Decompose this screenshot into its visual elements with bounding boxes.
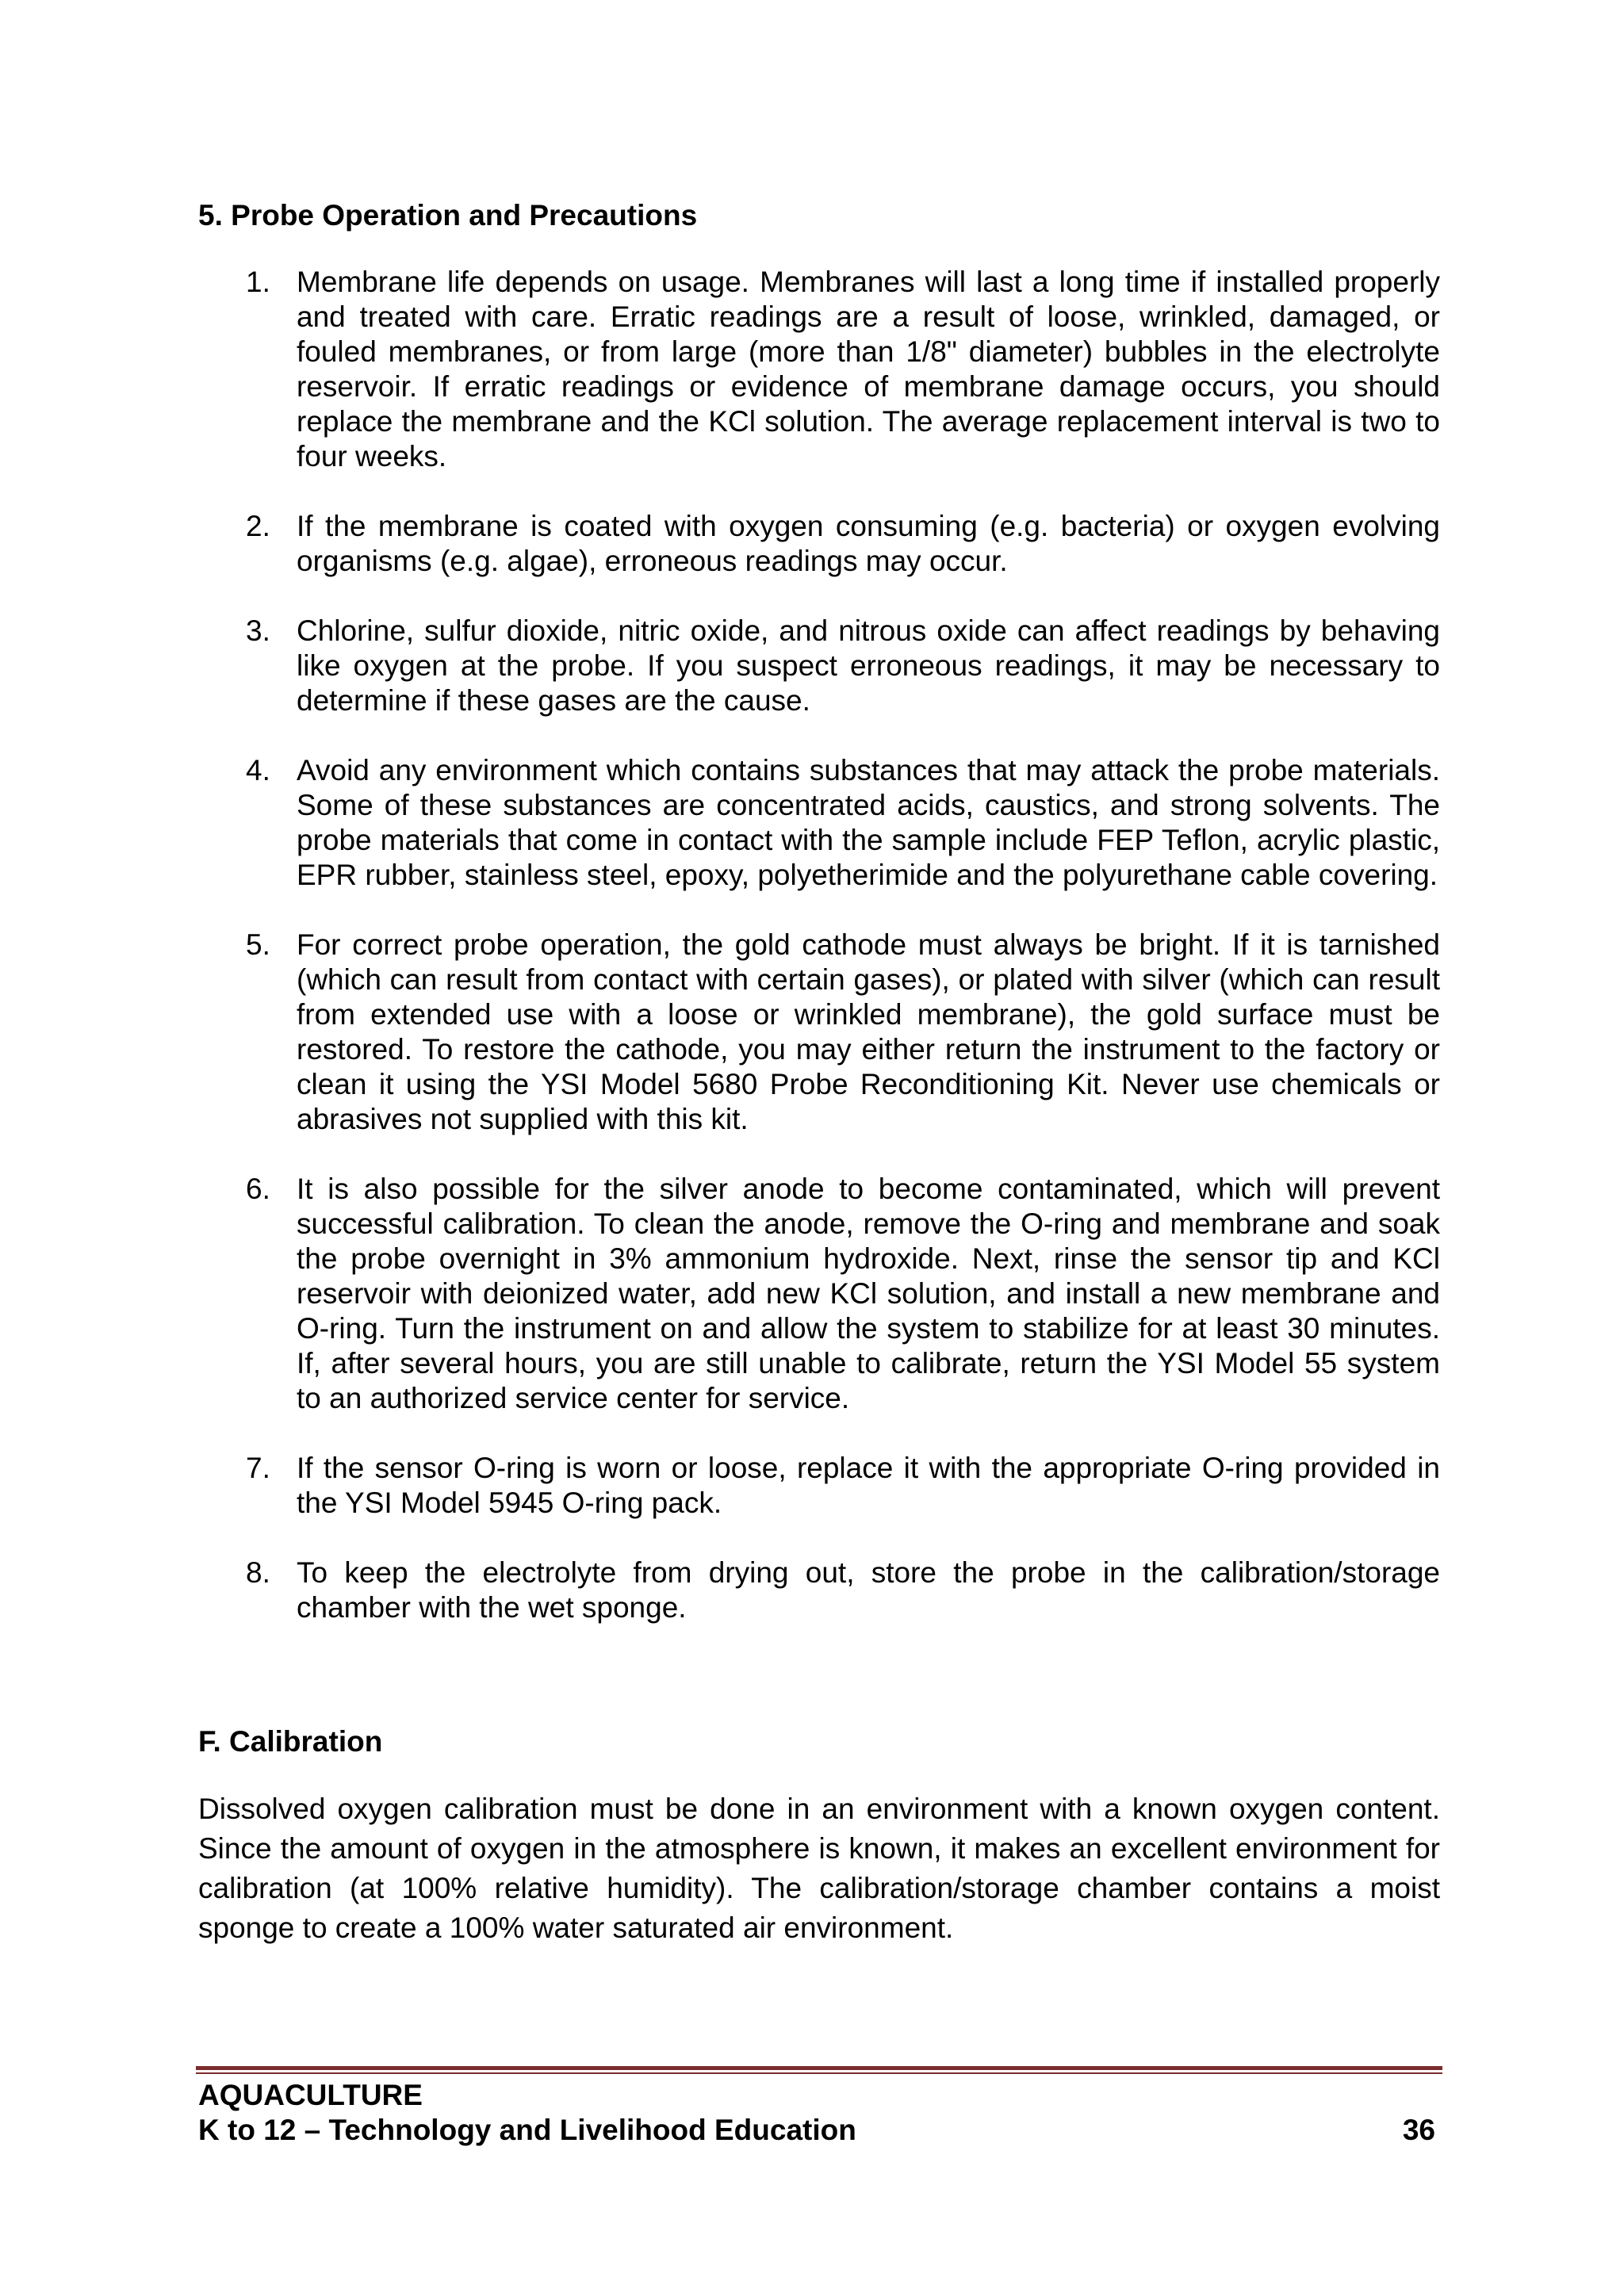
list-item <box>198 753 1440 893</box>
list-item-number: 2. <box>246 510 270 542</box>
list-item-number: 5. <box>246 928 270 961</box>
list-item-text: If the membrane is coated with oxygen consuming (e.g. bacteria) or oxygen evolving organisms (e.g. algae), erroneous readings may occur. <box>297 510 1440 577</box>
list-item-text: It is also possible for the silver anode to become contaminated, which will prevent successful calibration. To clean the anode, remove the O-ring and membrane and soak the probe overnight in 3% ammonium hydroxide. Next, rinse the sensor tip and KCl reservoir with deionized water, add new KCl solution, and install a new membrane and O-ring. Turn the instrument on and allow the system to stabilize for at least 30 minutes. If, after several hours, you are still unable to calibrate, return the YSI Model 55 system to an authorized service center for service. <box>297 1173 1440 1414</box>
calibration-paragraph: Dissolved oxygen calibration must be done in an environment with a known oxygen content. Since the amount of oxygen in the atmosphere is known, it makes an excellent environment for calibration (at 100% relative humidity). The calibration/storage chamber contains a moist sponge to create a 100% water saturated air environment. <box>198 1793 1440 1944</box>
list-item-text: For correct probe operation, the gold cathode must always be bright. If it is tarnished (which can result from contact with certain gases), or plated with silver (which can result from extended use with a loose or wrinkled membrane), the gold surface must be restored. To restore the cathode, you may either return the instrument to the factory or clean it using the YSI Model 5680 Probe Reconditioning Kit. Never use chemicals or abrasives not supplied with this kit. <box>297 928 1440 1135</box>
list-item <box>198 509 1440 579</box>
page-number: 36 <box>1402 2114 1435 2146</box>
list-item-text: Membrane life depends on usage. Membranes will last a long time if installed properly and treated with care. Erratic readings are a result of loose, wrinkled, damaged, or fouled membranes, or from large (more than 1/8" diameter) bubbles in the electrolyte reservoir. If erratic readings or evidence of membrane damage occurs, you should replace the membrane and the KCl solution. The average replacement interval is two to four weeks. <box>297 266 1440 473</box>
footer-subject: AQUACULTURE <box>198 2079 423 2111</box>
footer-divider-thick <box>196 2066 1442 2070</box>
section-heading-calibration: F. Calibration <box>198 1725 383 1758</box>
list-item <box>198 928 1440 1137</box>
list-item-number: 3. <box>246 614 270 647</box>
list-item-text: If the sensor O-ring is worn or loose, replace it with the appropriate O-ring provided in the YSI Model 5945 O-ring pack. <box>297 1452 1440 1519</box>
list-item-number: 8. <box>246 1556 270 1589</box>
list-item-text: To keep the electrolyte from drying out, store the probe in the calibration/storage chamber with the wet sponge. <box>297 1556 1440 1624</box>
list-item <box>198 265 1440 474</box>
list-item <box>198 1172 1440 1416</box>
list-item-number: 7. <box>246 1452 270 1484</box>
list-item-number: 6. <box>246 1173 270 1205</box>
list-item-number: 4. <box>246 754 270 786</box>
list-item <box>198 614 1440 718</box>
footer-divider <box>196 2066 1442 2076</box>
footer-program-title: K to 12 – Technology and Livelihood Education <box>198 2114 856 2146</box>
list-item-text: Chlorine, sulfur dioxide, nitric oxide, and nitrous oxide can affect readings by behaving like oxygen at the probe. If you suspect erroneous readings, it may be necessary to determine if these gases are the cause. <box>297 614 1440 717</box>
list-item-number: 1. <box>246 266 270 298</box>
section-heading-probe-operation: 5. Probe Operation and Precautions <box>198 199 698 232</box>
footer-divider-thin <box>196 2072 1442 2074</box>
list-item <box>198 1451 1440 1521</box>
list-item <box>198 1556 1440 1625</box>
precautions-list <box>198 265 1440 1625</box>
list-item-text: Avoid any environment which contains substances that may attack the probe materials. Some of these substances are concentrated acids, caustics, and strong solvents. The probe materials that come in contact with the sample include FEP Teflon, acrylic plastic, EPR rubber, stainless steel, epoxy, polyetherimide and the polyurethane cable covering. <box>297 754 1440 891</box>
